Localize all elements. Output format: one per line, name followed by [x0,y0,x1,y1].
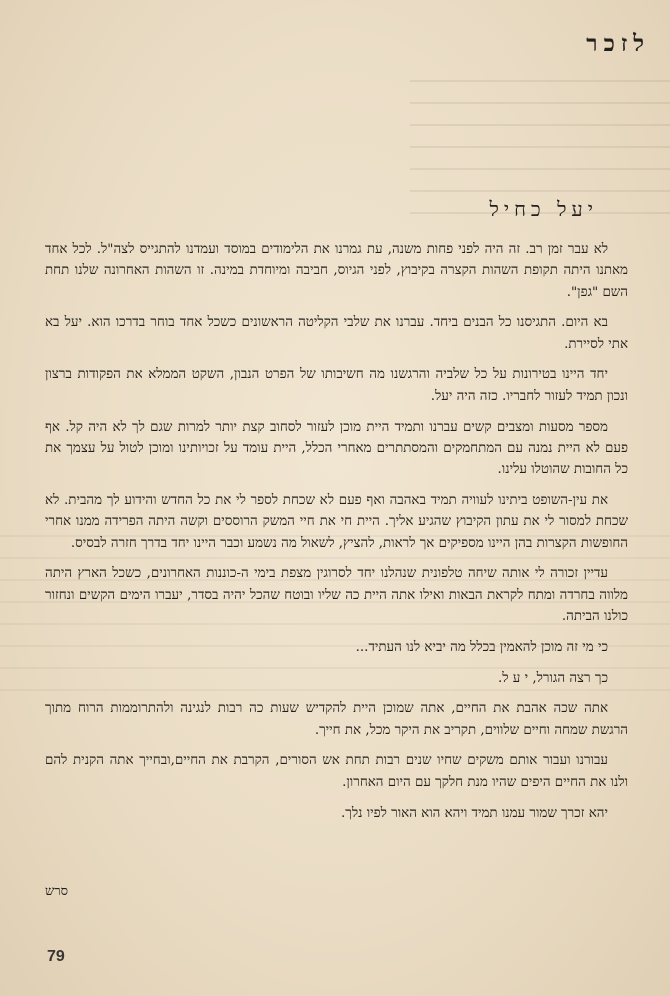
paragraph: יהא זכרך שמור עמנו תמיד ויהא הוא האור לפיו נלך. [340,805,608,821]
paragraph: עבורנו ועבור אותם משקים שחיו שנים רבות תחת אש הסורים, הקרבת את החיים,ובחייך אתה הקנית להם ולנו את החיים היפים שהיו מנת חלקך עם היום האחרון. [45,753,628,790]
paragraph: אתה שכה אהבת את החיים, אתה שמוכן היית להקדיש שעות כה רבות לנגינה ולהתרוממות הרוח מתוך הרגשת שמחה וחיים שלווים, תקריב את היקר מכל, את חייך. [45,701,628,738]
paragraph: כי מי זה מוכן להאמין בכלל מה יביא לנו העתיד... [355,639,608,655]
page-number: 79 [47,948,65,965]
paragraph: בא היום. התגיסנו כל הבנים ביחד. עברנו את שלבי הקליטה הראשונים כשכל אחד בוחר בדרכו הוא. יעל בא אתי לסיירת. [45,315,628,352]
author-name: יעל כחיל [489,197,598,221]
section-title: לזכר [586,30,650,57]
paragraph: לא עבר זמן רב. זה היה לפני פחות משנה, עת גמרנו את הלימודים במוסד ועמדנו להתגייס לצה"ל. לכל אחד מאתנו היתה תקופת השהות הקצרה בקיבוץ, לפני הגיוס, חביבה ומיוחדת במינה. זו השהות האחרונה שלנו תחת השם "גפן". [45,242,628,300]
memorial-text [45,239,628,833]
paragraph: את עין-השופט ביתינו לעוויה תמיד באהבה ואף פעם לא שכחת לספר לי את כל החדש והידוע לך מהבית. לא שכחת למסור לי את עתון הקיבוץ שהגיע אליך. היית חי את חיי המשק הרוססים וקשה היתה הפרידה ממנו אחרי החופשות הקצרות בהן היינו מספיקים אך לראות, להציץ, לשאול מה נשמע וכבר היינו יחד בדרך חזרה לבסיס. [45,492,628,551]
paragraph: כך רצה הגורל, י ע ל. [498,670,608,686]
signature: סרש [45,884,68,899]
paragraph: יחד היינו בטירונות על כל שלביה והרגשנו מה חשיבותו של הפרט הנבון, השקט הממלא את הפקודות ברצון ונכון תמיד לעזור לחבריו. כזה היה יעל. [45,367,628,404]
paragraph: עדיין זכורה לי אותה שיחה טלפונית שנהלנו יחד לסרוגין מצפת בימי ה-כוננות האחרונים, כשכל הארץ היתה מלווה בחרדה ומתח לקראת הבאות ואילו אתה היית כה שליו ובוטח שהכל יהיה בסדר, יעברו הימים הקשים ונחזור כולנו הביתה. [45,566,628,624]
paragraph: מספר מסעות ומצבים קשים עברנו ותמיד היית מוכן לעזור לסחוב קצת יותר למרות שגם לך לא היה קל. אף פעם לא היית נמנה עם המתחמקים והמסתתרים מאחרי הכלל, היית עומד על זכויותינו ומוכן לטול על עצמך את כל החובות שהוטלו עלינו. [45,419,628,478]
